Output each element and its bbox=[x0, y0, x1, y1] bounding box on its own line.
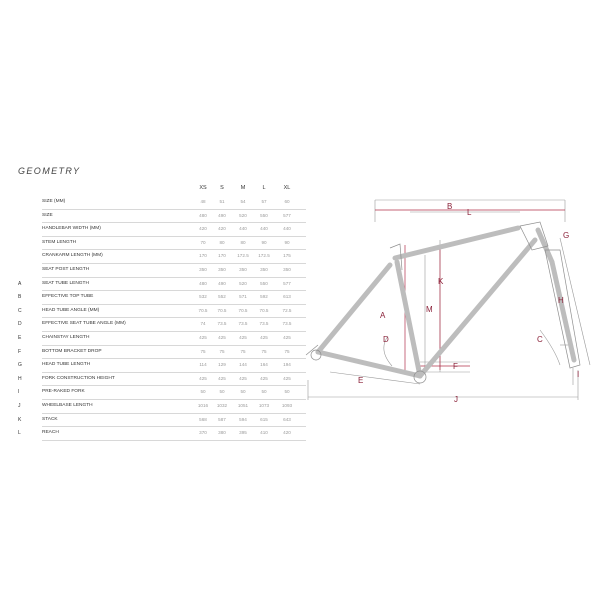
row-label: SIZE (MM) bbox=[42, 199, 66, 204]
row-value: 90 bbox=[261, 239, 267, 245]
row-value: 170 bbox=[199, 253, 207, 259]
row-value: 350 bbox=[199, 267, 207, 272]
row-label: STEM LENGTH bbox=[42, 239, 77, 245]
row-value: 164 bbox=[260, 362, 268, 368]
row-value: 70.5 bbox=[259, 307, 269, 313]
row-value: 425 bbox=[218, 375, 226, 381]
row-value: 425 bbox=[283, 375, 291, 381]
row-value: 70.5 bbox=[217, 307, 227, 313]
row-value: 48 bbox=[200, 199, 206, 204]
row-value: 552 bbox=[218, 294, 226, 300]
row-value: 532 bbox=[199, 294, 207, 300]
row-letter: L bbox=[18, 430, 21, 437]
dim-label-d: D bbox=[383, 335, 389, 344]
row-label: SEAT TUBE LENGTH bbox=[42, 280, 89, 286]
row-value: 592 bbox=[260, 294, 268, 300]
row-label: EFFECTIVE TOP TUBE bbox=[42, 294, 94, 300]
dimension-lines bbox=[308, 200, 590, 400]
row-value: 410 bbox=[260, 430, 268, 436]
row-value: 613 bbox=[283, 294, 291, 300]
row-value: 50 bbox=[200, 389, 206, 395]
row-letter: J bbox=[18, 403, 21, 409]
size-header: S bbox=[220, 185, 224, 191]
row-value: 74 bbox=[200, 321, 206, 327]
dim-label-i: I bbox=[577, 370, 580, 379]
dim-label-h: H bbox=[558, 296, 564, 305]
row-value: 550 bbox=[260, 212, 268, 218]
row-label: HANDLEBAR WIDTH (MM) bbox=[42, 226, 101, 232]
row-value: 615 bbox=[260, 416, 268, 422]
row-value: 520 bbox=[239, 280, 247, 286]
row-value: 1032 bbox=[216, 403, 228, 408]
row-label: SEAT POST LENGTH bbox=[42, 267, 90, 272]
row-label: EFFECTIVE SEAT TUBE ANGLE (MM) bbox=[42, 321, 126, 327]
dim-label-k: K bbox=[438, 277, 444, 286]
row-value: 440 bbox=[283, 226, 291, 232]
row-value: 440 bbox=[239, 226, 247, 232]
row-value: 425 bbox=[218, 335, 226, 340]
row-label: SIZE bbox=[42, 212, 53, 218]
row-letter: F bbox=[18, 348, 22, 355]
row-letter: C bbox=[18, 307, 22, 314]
row-value: 490 bbox=[218, 280, 226, 286]
row-value: 425 bbox=[239, 335, 247, 340]
row-label: HEAD TUBE LENGTH bbox=[42, 362, 91, 368]
row-value: 90 bbox=[284, 239, 290, 245]
row-letter: H bbox=[18, 375, 22, 382]
row-value: 80 bbox=[240, 239, 246, 245]
row-value: 1051 bbox=[237, 403, 249, 408]
row-letter: K bbox=[18, 416, 22, 423]
row-value: 350 bbox=[218, 267, 226, 272]
row-value: 420 bbox=[283, 430, 291, 436]
size-header: M bbox=[240, 185, 246, 191]
dim-label-l: L bbox=[467, 208, 472, 217]
row-value: 51 bbox=[219, 199, 225, 204]
row-value: 172.5 bbox=[258, 253, 270, 259]
row-label: FORK CONSTRUCTION HEIGHT bbox=[42, 375, 115, 381]
dim-label-b: B bbox=[447, 202, 453, 211]
row-label: CHAINSTAY LENGTH bbox=[42, 335, 90, 340]
row-value: 50 bbox=[261, 389, 267, 395]
row-label: PRE-RAKED FORK bbox=[42, 389, 85, 395]
row-value: 370 bbox=[199, 430, 207, 436]
row-value: 172.5 bbox=[237, 253, 249, 259]
row-value: 1093 bbox=[281, 403, 293, 408]
row-value: 643 bbox=[283, 416, 291, 422]
row-value: 73.5 bbox=[259, 321, 269, 327]
row-value: 194 bbox=[283, 362, 291, 368]
row-value: 425 bbox=[260, 335, 268, 340]
row-value: 75 bbox=[240, 348, 246, 354]
row-label: STACK bbox=[42, 416, 58, 422]
row-value: 425 bbox=[283, 335, 291, 340]
row-label: HEAD TUBE ANGLE (MM) bbox=[42, 307, 100, 313]
row-value: 420 bbox=[218, 226, 226, 232]
row-value: 350 bbox=[283, 267, 291, 272]
row-value: 587 bbox=[218, 416, 226, 422]
row-value: 594 bbox=[239, 416, 247, 422]
row-value: 425 bbox=[199, 375, 207, 381]
row-letter: D bbox=[18, 321, 22, 328]
row-value: 170 bbox=[218, 253, 226, 259]
row-value: 350 bbox=[239, 267, 247, 272]
row-value: 80 bbox=[219, 239, 225, 245]
row-value: 50 bbox=[240, 389, 246, 395]
row-value: 420 bbox=[199, 226, 207, 232]
row-value: 425 bbox=[239, 375, 247, 381]
row-letter: G bbox=[18, 362, 22, 369]
row-value: 50 bbox=[284, 389, 290, 395]
row-value: 70.5 bbox=[238, 307, 248, 313]
dim-label-e: E bbox=[358, 376, 364, 385]
row-value: 73.5 bbox=[282, 321, 292, 327]
row-value: 73.5 bbox=[238, 321, 248, 327]
bike-frame bbox=[318, 228, 574, 376]
dim-label-a: A bbox=[380, 311, 386, 320]
page-title: GEOMETRY bbox=[18, 166, 81, 176]
row-value: 114 bbox=[199, 362, 207, 368]
size-header: XS bbox=[199, 185, 207, 191]
row-label: REACH bbox=[42, 430, 59, 436]
row-value: 425 bbox=[199, 335, 207, 340]
row-label: BOTTOM BRACKET DROP bbox=[42, 348, 102, 354]
row-value: 50 bbox=[219, 389, 225, 395]
row-value: 129 bbox=[218, 362, 226, 368]
row-value: 568 bbox=[199, 416, 207, 422]
row-value: 480 bbox=[199, 280, 207, 286]
row-value: 75 bbox=[219, 348, 225, 354]
row-value: 175 bbox=[283, 253, 291, 259]
row-value: 350 bbox=[260, 267, 268, 272]
dim-label-c: C bbox=[537, 335, 543, 344]
row-value: 440 bbox=[260, 226, 268, 232]
row-value: 550 bbox=[260, 280, 268, 286]
row-value: 395 bbox=[239, 430, 247, 436]
row-value: 75 bbox=[200, 348, 206, 354]
row-value: 75 bbox=[284, 348, 290, 354]
dim-label-m: M bbox=[426, 305, 433, 314]
row-value: 54 bbox=[240, 199, 246, 204]
row-value: 577 bbox=[283, 212, 291, 218]
row-value: 70 bbox=[200, 239, 206, 245]
row-letter: E bbox=[18, 335, 22, 341]
dimension-letter-labels bbox=[358, 202, 579, 404]
row-value: 60 bbox=[284, 199, 290, 204]
row-letter: I bbox=[18, 389, 20, 396]
row-value: 72.5 bbox=[282, 307, 292, 313]
row-value: 490 bbox=[218, 212, 226, 218]
size-header: XL bbox=[283, 185, 291, 191]
row-value: 57 bbox=[261, 199, 267, 204]
row-value: 144 bbox=[239, 362, 247, 368]
row-value: 75 bbox=[261, 348, 267, 354]
row-value: 577 bbox=[283, 280, 291, 286]
row-value: 480 bbox=[199, 212, 207, 218]
row-value: 73.5 bbox=[217, 321, 227, 327]
dim-label-j: J bbox=[454, 395, 458, 404]
size-header: L bbox=[262, 185, 266, 191]
row-value: 425 bbox=[260, 375, 268, 381]
row-label: CRANKARM LENGTH (MM) bbox=[42, 253, 103, 259]
row-label: WHEELBASE LENGTH bbox=[42, 403, 93, 408]
row-value: 70.5 bbox=[198, 307, 208, 313]
row-value: 380 bbox=[218, 430, 226, 436]
row-value: 520 bbox=[239, 212, 247, 218]
row-value: 1016 bbox=[197, 403, 209, 408]
row-value: 571 bbox=[239, 294, 247, 300]
row-value: 1073 bbox=[258, 403, 270, 408]
dim-label-f: F bbox=[453, 362, 458, 371]
dim-label-g: G bbox=[563, 231, 570, 240]
row-letter: B bbox=[18, 294, 22, 301]
row-letter: A bbox=[18, 280, 22, 287]
